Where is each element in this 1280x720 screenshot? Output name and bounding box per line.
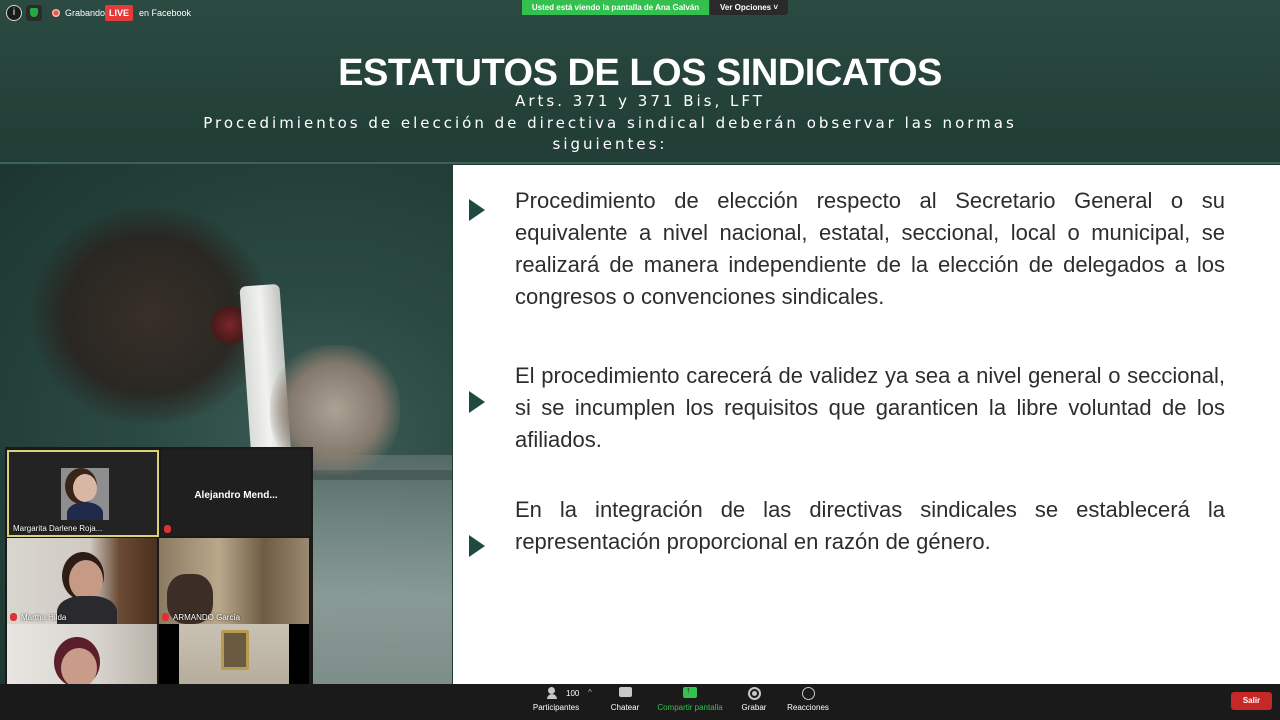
meeting-top-bar — [0, 0, 1280, 26]
mic-muted-icon — [10, 613, 17, 621]
chat-button[interactable] — [605, 687, 645, 712]
participant-name: ARMANDO García — [173, 613, 241, 622]
chat-icon — [619, 687, 632, 697]
participants-count: 100 — [566, 689, 580, 698]
bullet-text: Procedimiento de elección respecto al Secretario General o su equivalente a nivel nacional, estatal, seccional, local o municipal, se realizará de manera independiente de la elección de delegados a los congresos o convenciones sindicales. — [515, 188, 1225, 309]
triangle-bullet-icon — [469, 535, 485, 557]
record-button[interactable] — [738, 687, 770, 712]
slide-subtitle: Arts. 371 y 371 Bis, LFT — [515, 92, 765, 110]
slide-description: Procedimientos de elección de directiva sindical deberán observar las normas siguientes: — [203, 114, 1017, 153]
info-icon[interactable]: i — [6, 5, 22, 21]
video-gallery — [5, 447, 313, 709]
slide-title: ESTATUTOS DE LOS SINDICATOS — [338, 52, 942, 94]
recording-dot-icon — [52, 9, 60, 17]
reactions-icon — [802, 687, 815, 700]
view-options-button[interactable]: Ver Opciones ˅ — [710, 0, 788, 15]
participant-face — [69, 560, 103, 600]
video-tile-active-speaker[interactable] — [7, 450, 159, 537]
bullet-text: El procedimiento carecerá de validez ya sea a nivel general o seccional, si se incumplen los requisitos que garanticen la libre voluntad de los afiliados. — [515, 363, 1225, 452]
triangle-bullet-icon — [469, 391, 485, 413]
avatar — [61, 468, 109, 520]
share-screen-label: Compartir pantalla — [657, 703, 723, 712]
participant-name: Margarita Darlene Roja... — [13, 524, 103, 533]
share-screen-button[interactable] — [654, 687, 726, 712]
mic-muted-icon — [164, 525, 171, 533]
triangle-bullet-icon — [469, 199, 485, 221]
reactions-button[interactable] — [785, 687, 831, 712]
video-tile[interactable] — [7, 538, 157, 624]
participants-icon — [547, 687, 565, 699]
mic-muted-icon — [162, 613, 169, 621]
viewing-screen-banner: Usted está viendo la pantalla de Ana Galván — [522, 0, 709, 15]
participant-face — [61, 648, 97, 688]
meeting-toolbar — [0, 684, 1280, 720]
participant-name: Alejandro Mend... — [194, 490, 278, 501]
shield-icon[interactable] — [26, 5, 42, 21]
bullet-text: En la integración de las directivas sindicales se establecerá la representación proporcional en razón de género. — [515, 497, 1225, 554]
participant-name: Martha Hilda — [21, 613, 67, 622]
record-label: Grabar — [741, 703, 767, 712]
live-badge[interactable]: LIVE — [105, 5, 133, 21]
leave-meeting-button[interactable]: Salir — [1231, 692, 1272, 710]
participants-caret-icon[interactable]: ^ — [588, 688, 592, 697]
slide-content — [453, 165, 1280, 684]
video-tile[interactable] — [161, 450, 311, 536]
reactions-label: Reacciones — [787, 703, 829, 712]
participants-label: Participantes — [532, 703, 580, 712]
live-destination: en Facebook — [139, 8, 192, 18]
record-icon — [748, 687, 761, 700]
chat-label: Chatear — [610, 703, 640, 712]
video-tile[interactable] — [159, 538, 309, 624]
share-screen-icon — [683, 687, 697, 698]
recording-label: Grabando — [65, 8, 106, 18]
wall-portrait — [221, 630, 249, 670]
